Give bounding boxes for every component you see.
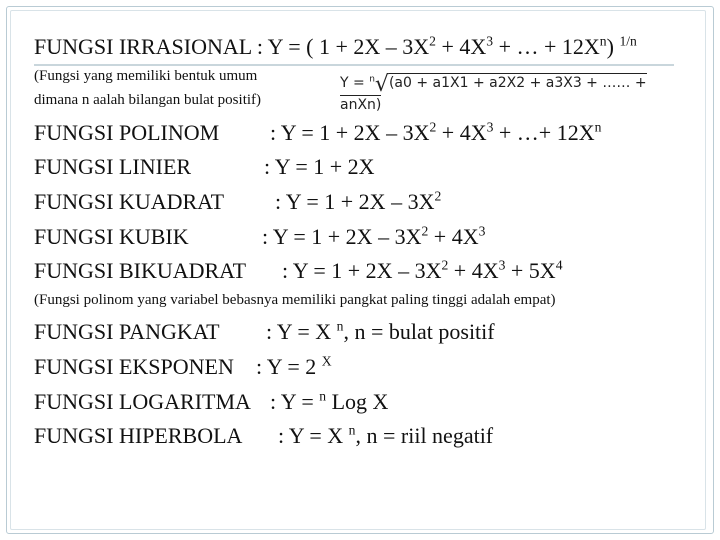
pangkat-label: FUNGSI PANGKAT (34, 319, 220, 344)
polinom-line (34, 120, 219, 146)
note2: (Fungsi polinom yang variabel bebasnya memiliki pangkat paling tinggi adalah empat) (34, 292, 556, 308)
root-symbol: √ (374, 72, 389, 97)
eksponen-label: FUNGSI EKSPONEN (34, 354, 234, 379)
eksponen-formula: : Y = 2 $^X$ (256, 353, 332, 379)
kuadrat-formula: : $Y = 1 + 2X - 3X^2$ (275, 188, 442, 214)
irrasional-label: FUNGSI IRRASIONAL (34, 34, 252, 59)
kubik-formula: : $Y = 1 + 2X - 3X^2 + 4X^3$ (262, 223, 486, 249)
polinom-formula: : $Y = 1 + 2X - 3X^2 + 4X^3$ + …+ $12X^n$ (270, 119, 602, 145)
pangkat-formula: : Y = X $^n$, n = bulat positif (266, 318, 495, 344)
linier-label: FUNGSI LINIER (34, 154, 192, 179)
power-exponent: 1/n (619, 33, 637, 49)
polinom-label: FUNGSI POLINOM (34, 120, 220, 145)
irrasional-line (34, 34, 637, 60)
divider (34, 64, 674, 66)
logaritma-label: FUNGSI LOGARITMA (34, 389, 251, 414)
general-formula-body: (a0 + a1X1 + a2X2 + a3X3 + …… + anXn) (340, 75, 647, 113)
general-formula: Y = $^n$√(a0 + a1X1 + a2X2 + a3X3 + …… + anXn) (340, 72, 647, 113)
hiperbola-formula: : Y = X $^n$, n = riil negatif (278, 422, 494, 448)
note1-line1: (Fungsi yang memiliki bentuk umum (34, 68, 258, 84)
irrasional-formula: : Y = ( $1 + 2X - 3X^2 + 4X^3$ + … + $12X^n$) $^{1/n}$ (256, 33, 637, 59)
bikuadrat-formula: : $Y = 1 + 2X - 3X^2 + 4X^3 + 5X^4$ (282, 257, 563, 283)
hiperbola-label: FUNGSI HIPERBOLA (34, 423, 243, 448)
kubik-label: FUNGSI KUBIK (34, 224, 189, 249)
note1-line2: dimana n aalah bilangan bulat positif) (34, 92, 262, 108)
bikuadrat-label: FUNGSI BIKUADRAT (34, 258, 247, 283)
kuadrat-label: FUNGSI KUADRAT (34, 189, 225, 214)
linier-formula: : Y = 1 + 2X (264, 154, 375, 179)
logaritma-formula: : Y = $^n$ Log X (270, 388, 389, 414)
